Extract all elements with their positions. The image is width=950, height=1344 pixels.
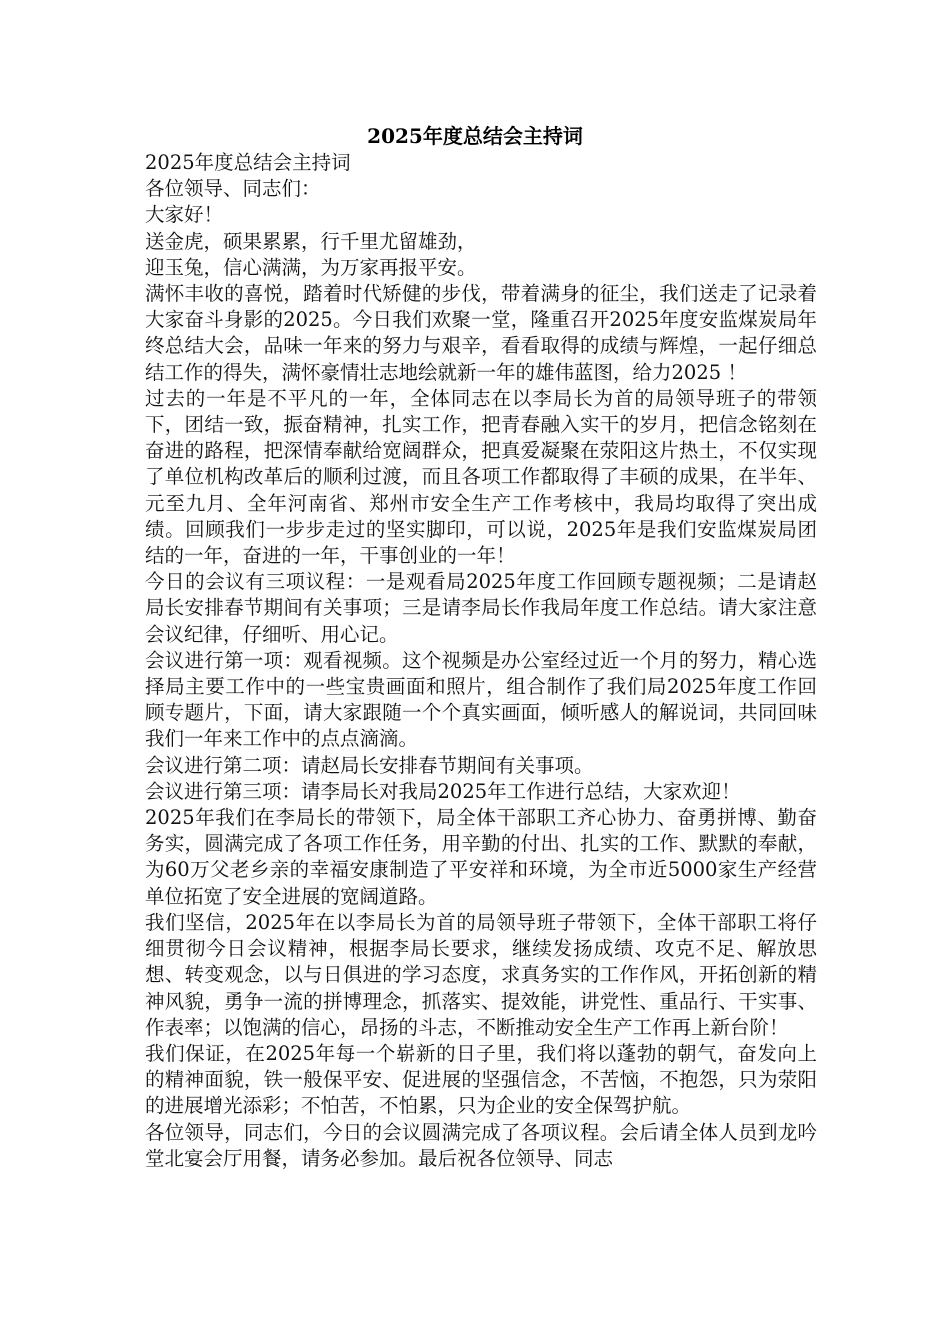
- paragraph: 今日的会议有三项议程：一是观看局2025年度工作回顾专题视频；二是请赵局长安排春节期间有关事项；三是请李局长作我局年度工作总结。请大家注意会议纪律，仔细听、用心记。: [145, 570, 817, 646]
- paragraph: 会议进行第一项：观看视频。这个视频是办公室经过近一个月的努力，精心选择局主要工作中的一些宝贵画面和照片，组合制作了我们局2025年度工作回顾专题片，下面，请大家跟随一个个真实画面，倾听感人的解说词，共同回味我们一年来工作中的点点滴滴。: [145, 648, 817, 751]
- paragraph: 各位领导、同志们：: [145, 177, 321, 201]
- paragraph: 各位领导，同志们，今日的会议圆满完成了各项议程。会后请全体人员到龙吟堂北宴会厅用餐，请务必参加。最后祝各位领导、同志: [145, 1120, 817, 1170]
- paragraph: 会议进行第三项：请李局长对我局2025年工作进行总结，大家欢迎！: [145, 779, 741, 803]
- paragraph: 过去的一年是不平凡的一年，全体同志在以李局长为首的局领导班子的带领下，团结一致，振奋精神，扎实工作，把青春融入实干的岁月，把信念铭刻在奋进的路程，把深情奉献给宽阔群众，把真爱凝聚在荥阳这片热土，不仅实现了单位机构改革后的顺利过渡，而且各项工作都取得了丰硕的成果，在半年、元至九月、全年河南省、郑州市安全生产工作考核中，我局均取得了突出成绩。回顾我们一步步走过的坚实脚印，可以说，2025年是我们安监煤炭局团结的一年，奋进的一年，干事创业的一年！: [145, 386, 817, 568]
- document-title: 2025年度总结会主持词: [367, 124, 583, 148]
- paragraph: 送金虎，硕果累累，行千里尤留雄劲，: [145, 229, 477, 253]
- paragraph: 我们坚信，2025年在以李局长为首的局领导班子带领下，全体干部职工将仔细贯彻今日会议精神，根据李局长要求，继续发扬成绩、攻克不足、解放思想、转变观念，以与日俱进的学习态度，求真务实的工作作风，开拓创新的精神风貌，勇争一流的拼博理念，抓落实、提效能，讲党性、重品行、干实事、作表率；以饱满的信心，昂扬的斗志，不断推动安全生产工作再上新台阶！: [145, 910, 817, 1039]
- paragraph: 2025年我们在李局长的带领下，局全体干部职工齐心协力、奋勇拼博、勤奋务实，圆满完成了各项工作任务，用辛勤的付出、扎实的工作、默默的奉献，为60万父老乡亲的幸福安康制造了平安祥和环境，为全市近5000家生产经营单位拓宽了安全进展的宽阔道路。: [145, 806, 817, 908]
- document-body: [145, 150, 817, 1172]
- paragraph: 满怀丰收的喜悦，踏着时代矫健的步伐，带着满身的征尘，我们送走了记录着大家奋斗身影的2025。今日我们欢聚一堂，隆重召开2025年度安监煤炭局年终总结大会，品味一年来的努力与艰辛，看看取得的成绩与辉煌，一起仔细总结工作的得失，满怀豪情壮志地绘就新一年的雄伟蓝图，给力2025 ！: [145, 282, 817, 384]
- paragraph: 我们保证，在2025年每一个崭新的日子里，我们将以蓬勃的朝气，奋发向上的精神面貌，铁一般保平安、促进展的坚强信念，不苦恼，不抱怨，只为荥阳的进展增光添彩；不怕苦，不怕累，只为企业的安全保驾护航。: [145, 1041, 817, 1118]
- paragraph: 迎玉兔，信心满满，为万家再报平安。: [145, 255, 477, 279]
- paragraph: 会议进行第二项：请赵局长安排春节期间有关事项。: [145, 753, 594, 777]
- paragraph: 大家好！: [145, 203, 224, 227]
- paragraph: 2025年度总结会主持词: [145, 151, 351, 174]
